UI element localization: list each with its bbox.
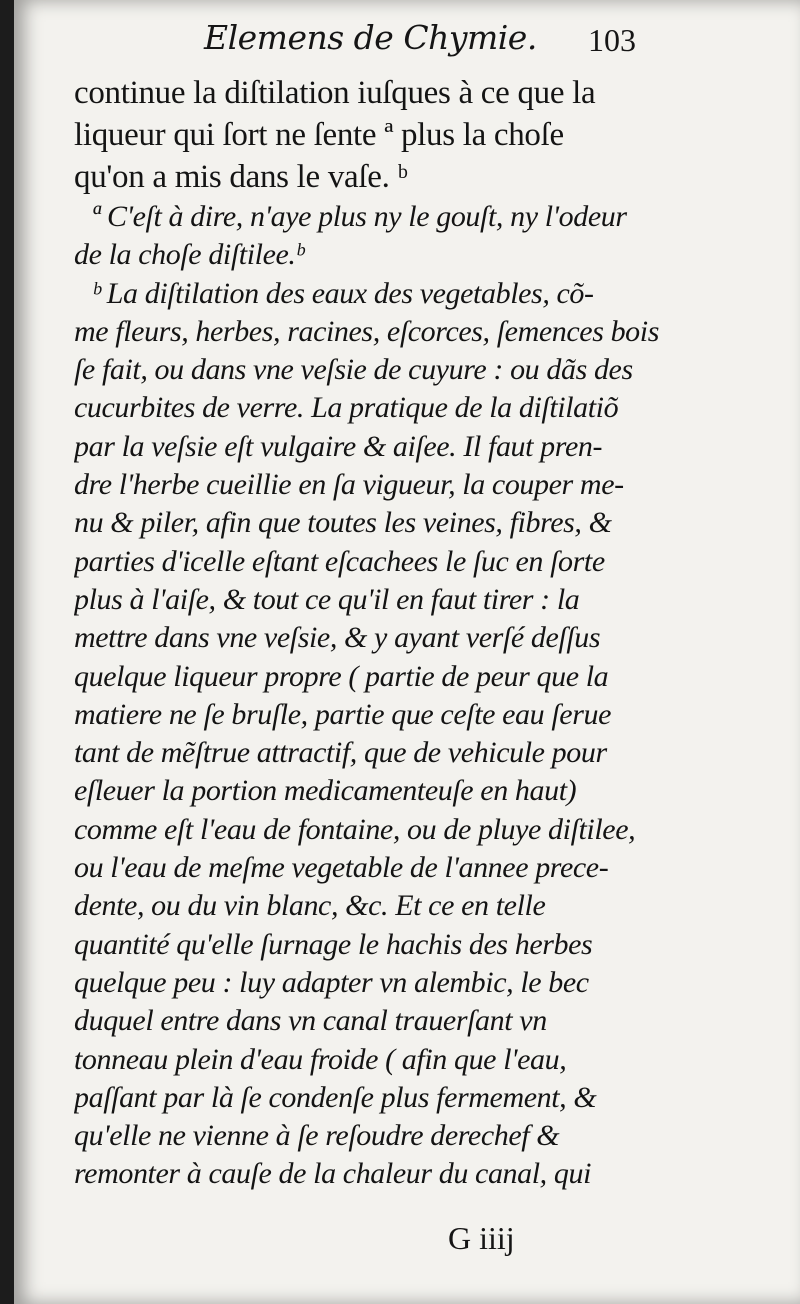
note-line: nu & piler, afin que toutes les veines, fibres, & — [74, 506, 612, 540]
note-line: ſe fait, ou dans vne veſsie de cuyure : ou dãs des — [74, 353, 633, 387]
text-line: continue la diſtilation iuſques à ce que la — [74, 75, 596, 111]
book-page — [14, 0, 800, 1304]
text-line: qu'on a mis dans le vaſe. ᵇ — [74, 159, 408, 195]
note-line: cucurbites de verre. La pratique de la diſtilatiõ — [74, 391, 619, 425]
note-line: mettre dans vne veſsie, & y ayant verſé deſſus — [74, 621, 601, 655]
signature-mark: G iiij — [448, 1220, 515, 1256]
note-line: dre l'herbe cueillie en ſa vigueur, la couper me- — [74, 468, 624, 502]
page-number: 103 — [588, 22, 636, 58]
note-line: me fleurs, herbes, racines, eſcorces, ſemences bois — [74, 314, 659, 348]
note-line: paſſant par là ſe condenſe plus fermement, & — [74, 1080, 597, 1114]
note-line: qu'elle ne vienne à ſe reſoudre derechef & — [74, 1119, 560, 1153]
note-line: comme eſt l'eau de fontaine, ou de pluye diſtilee, — [74, 812, 636, 846]
text-line: liqueur qui ſort ne ſente ª plus la choſe — [74, 117, 564, 153]
main-text — [74, 72, 659, 198]
note-line: quelque peu : luy adapter vn alembic, le bec — [74, 965, 589, 999]
note-line: dente, ou du vin blanc, &c. Et ce en telle — [74, 889, 546, 923]
note-line: parties d'icelle eſtant eſcachees le ſuc en ſorte — [74, 544, 605, 578]
note-a — [74, 198, 659, 275]
page-body — [74, 72, 659, 1194]
running-title: Elemens de Chymie. — [204, 18, 537, 57]
note-line: par la veſsie eſt vulgaire & aiſee. Il faut pren- — [74, 429, 603, 463]
note-line: quantité qu'elle ſurnage le hachis des herbes — [74, 927, 593, 961]
note-line: ᵇ La diſtilation des eaux des vegetables, cõ- — [92, 276, 594, 310]
note-line: ou l'eau de meſme vegetable de l'annee prece- — [74, 851, 609, 885]
note-b — [74, 275, 659, 1194]
note-line: de la choſe diſtilee.ᵇ — [74, 238, 304, 272]
note-line: matiere ne ſe bruſle, partie que ceſte eau ſerue — [74, 697, 612, 731]
note-line: ª C'eſt à dire, n'aye plus ny le gouſt, ny l'odeur — [92, 200, 627, 233]
note-line: remonter à cauſe de la chaleur du canal, qui — [74, 1157, 592, 1191]
note-line: eſleuer la portion medicamenteuſe en haut) — [74, 774, 577, 808]
note-line: duquel entre dans vn canal trauerſant vn — [74, 1004, 547, 1038]
note-line: tonneau plein d'eau froide ( afin que l'eau, — [74, 1042, 567, 1076]
note-line: plus à l'aiſe, & tout ce qu'il en faut tirer : la — [74, 582, 580, 616]
note-line: quelque liqueur propre ( partie de peur que la — [74, 659, 609, 693]
note-line: tant de mẽſtrue attractif, que de vehicule pour — [74, 736, 607, 770]
